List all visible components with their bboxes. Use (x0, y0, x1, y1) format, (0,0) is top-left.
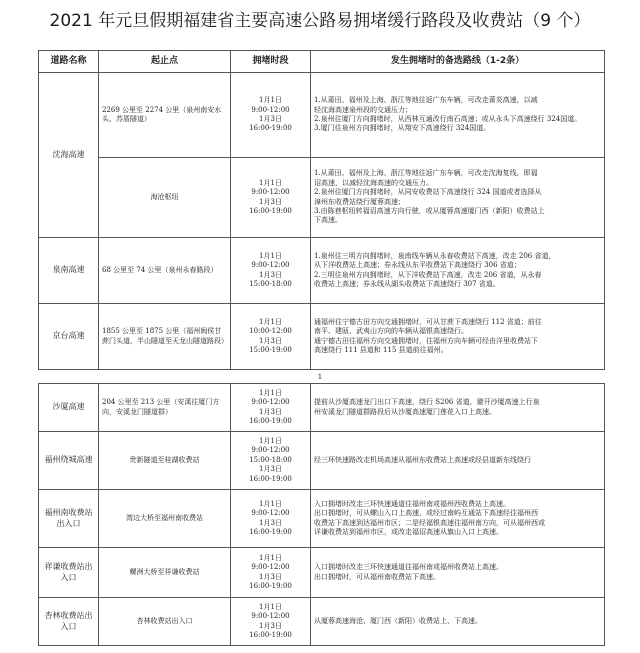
table-row (39, 490, 605, 548)
section-cell: 杏林收费站出入口 (99, 598, 231, 646)
road-name: 沙厦高速 (39, 384, 99, 432)
time-cell: 1月1日 9:00-12:00 1月3日 16:00-19:00 (231, 384, 311, 432)
time-cell: 1月1日 9:00-12:00 1月3日 16:00-19:00 (231, 73, 311, 158)
road-name: 沈海高速 (39, 73, 99, 238)
table-header-row (39, 51, 605, 73)
routes-cell: 1.从莆田、福州及上海、浙江等地往返广东车辆，可改走沈海复线，即福 诏高速，以减轻沈海高速的交通压力。 2.泉州往厦门方向拥堵时，从同安收费站下高速绕行 324 国道或者选择从 漳州东收费站绕行厦蓉高速； 3.由陈巷枢纽转福诏高速方向行驶，或从厦蓉高速厦门西（新阳）收费站上 下高速。 (311, 158, 605, 238)
road-name: 福州绕城高速 (39, 432, 99, 490)
time-cell: 1月1日 10:00-12:00 1月3日 15:00-19:00 (231, 304, 311, 370)
routes-cell: 1.从莆田、福州及上海、浙江等地往返广东车辆，可改走莆炎高速，以减 轻沈海高速泉州段的交通压力； 2.泉州往厦门方向拥堵时，从西林互通改行南石高速；或从永头下高速绕行 324国道。 3.厦门往泉州方向拥堵时，从翔安下高速绕行 324国道。 (311, 73, 605, 158)
table-row (39, 73, 605, 158)
routes-cell: 经三环快速路改走机场高速从福州东收费站上高速或经县道新东线绕行 (311, 432, 605, 490)
section-cell: 海沧枢纽 (99, 158, 231, 238)
time-cell: 1月1日 9:00-12:00 1月3日 15:00-18:00 (231, 238, 311, 304)
routes-cell: 通福州往宁德古田方向交通拥堵时，可从甘蔗下高速绕行 112 省道；前往 南平、建瓯、武夷山方向的车辆从福银高速绕行。 通宁德古田往福州方向交通拥堵时，往福州方向车辆可经由洋里收费站下 高速绕行 111 县道和 115 县道前往福州。 (311, 304, 605, 370)
road-name: 京台高速 (39, 304, 99, 370)
routes-cell: 从厦蓉高速海沧、厦门西（新阳）收费站上、下高速。 (311, 598, 605, 646)
routes-cell: 入口拥堵时改走三环快速通道往福州南或福州西收费站上高速。 出口拥堵时，可从螺山入口上高速，或经过南屿互通站下高速经往福州西 收费站下高速到达福州市区；二是经福银高速往福州南方向，可从福州西或 详谦收费站到福州市区，或改走福诏高速从旗山入口上高速。 (311, 490, 605, 548)
table-row (39, 158, 605, 238)
time-cell: 1月1日 9:00-12:00 1月3日 16:00-19:00 (231, 490, 311, 548)
table-row (39, 432, 605, 490)
table-row (39, 548, 605, 598)
section-cell: 螺洲大桥至祥谦收费站 (99, 548, 231, 598)
header-time: 拥堵时段 (231, 51, 311, 73)
page-number: 1 (317, 373, 323, 381)
road-name: 泉南高速 (39, 238, 99, 304)
section-cell: 湾边大桥至福州南收费站 (99, 490, 231, 548)
section-cell: 204 公里至 213 公里（安溪往厦门方向，安溪龙门隧道群） (99, 384, 231, 432)
section-cell: 68 公里至 74 公里（泉州永春路段） (99, 238, 231, 304)
document-title: 2021 年元旦假期福建省主要高速公路易拥堵缓行路段及收费站（9 个） (49, 11, 591, 31)
table-row (39, 384, 605, 432)
routes-cell: 1.泉州往三明方向拥堵时，泉南线车辆从永春收费站下高速，改走 206 省道， 从下洋收费站上高速；券永线从东平收费站下高速绕行 306 省道； 2.三明往泉州方向拥堵时，从下洋收费站下高速，改走 206 省道，从永春 收费站上高速；券永线从湖头收费站下高速绕行 307 省道。 (311, 238, 605, 304)
road-name: 祥谦收费站出入口 (39, 548, 99, 598)
road-name: 杏林收费站出入口 (39, 598, 99, 646)
time-cell: 1月1日 9:00-12:00 15:00-18:00 1月3日 16:00-19:00 (231, 432, 311, 490)
section-cell: 贵新隧道至桂湖收费站 (99, 432, 231, 490)
header-routes: 发生拥堵时的备选路线（1-2条） (311, 51, 605, 73)
header-section: 起止点 (99, 51, 231, 73)
section-cell: 1855 公里至 1875 公里（福州闽侯甘蔗门头道，半山隧道至天龙山隧道路段） (99, 304, 231, 370)
routes-cell: 入口拥堵时改走三环快速通道往福州南或福州收费站上高速。 出口拥堵时，可从福州南收费站下高速。 (311, 548, 605, 598)
time-cell: 1月1日 9:00-12:00 1月3日 16:00-19:00 (231, 158, 311, 238)
table-row (39, 598, 605, 646)
time-cell: 1月1日 9:00-12:00 1月3日 16:00-19:00 (231, 548, 311, 598)
header-road: 道路名称 (39, 51, 99, 73)
table-row (39, 304, 605, 370)
table-row (39, 238, 605, 304)
time-cell: 1月1日 9:00-12:00 1月3日 16:00-19:00 (231, 598, 311, 646)
congestion-table-page-1 (38, 50, 605, 370)
congestion-table-page-2 (38, 383, 605, 646)
routes-cell: 提前从沙厦高速龙门出口下高速，绕行 S206 省道，避开沙厦高速上行泉 州安溪龙门隧道群路段后从沙厦高速厦门莲花入口上高速。 (311, 384, 605, 432)
section-cell: 2269 公里至 2274 公里（泉州南安水头、苏厝隧道） (99, 73, 231, 158)
road-name: 福州南收费站出入口 (39, 490, 99, 548)
